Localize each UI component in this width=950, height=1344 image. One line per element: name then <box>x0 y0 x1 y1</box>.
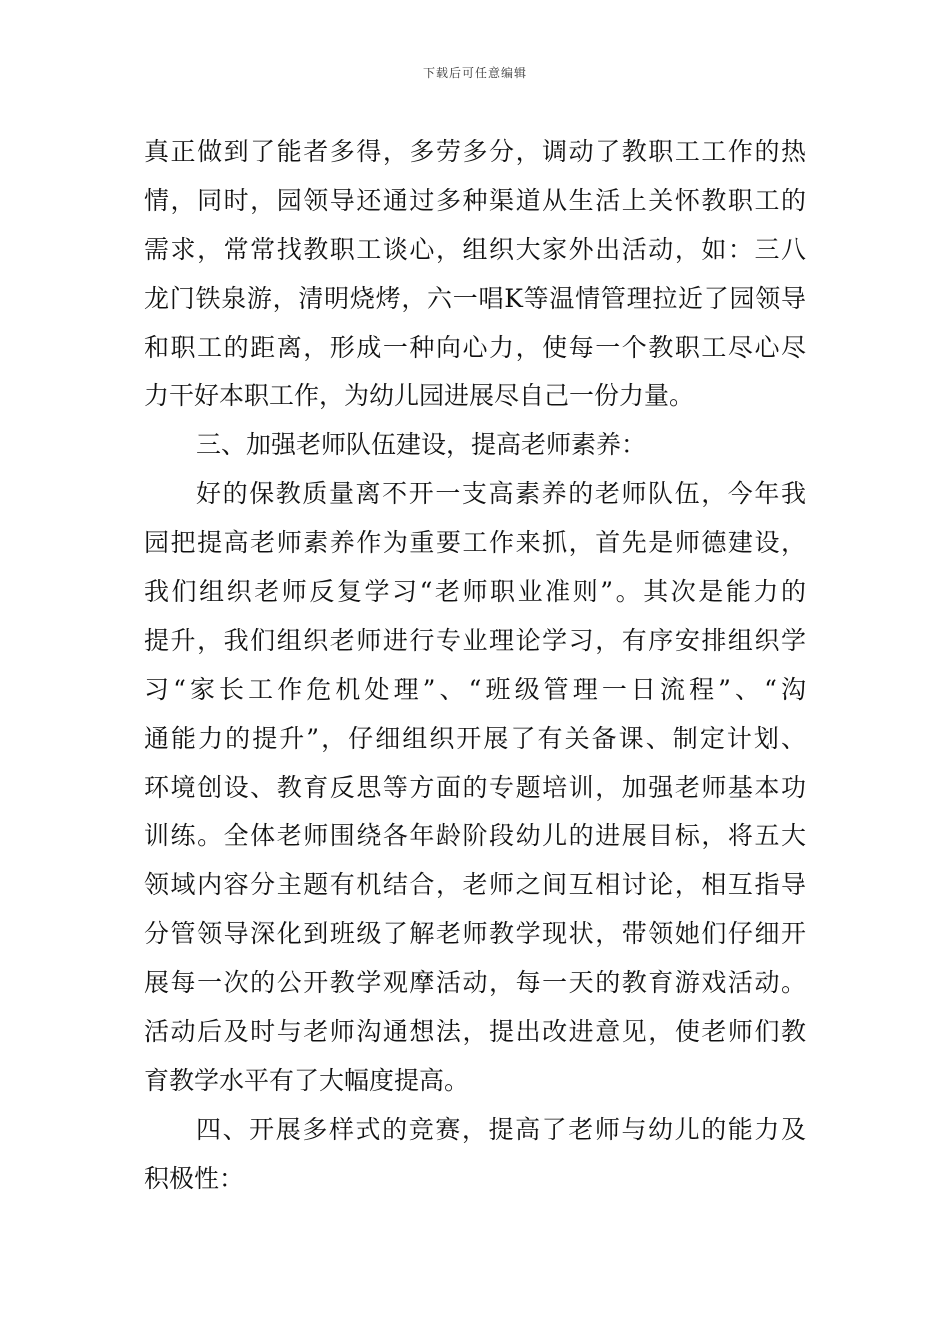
text-line: 展每一次的公开教学观摩活动，每一天的教育游戏活动。 <box>144 968 806 998</box>
text-line: 好的保教质量离不开一支高素养的老师队伍，今年我 <box>196 479 806 509</box>
header-note: 下载后可任意编辑 <box>422 66 527 80</box>
text-line: 领域内容分主题有机结合，老师之间互相讨论，相互指导 <box>144 870 806 900</box>
text-line: 情，同时，园领导还通过多种渠道从生活上关怀教职工的 <box>144 185 806 215</box>
text-line: 力干好本职工作，为幼儿园进展尽自己一份力量。 <box>144 381 695 411</box>
text-line: 训练。全体老师围绕各年龄阶段幼儿的进展目标，将五大 <box>144 821 806 851</box>
text-line: 育教学水平有了大幅度提高。 <box>144 1065 470 1095</box>
text-line: 我们组织老师反复学习“老师职业准则”。其次是能力的 <box>144 577 806 607</box>
text-line: 和职工的距离，形成一种向心力，使每一个教职工尽心尽 <box>144 332 806 362</box>
text-line: 提升，我们组织老师进行专业理论学习，有序安排组织学 <box>144 625 806 655</box>
text-line: 真正做到了能者多得，多劳多分，调动了教职工工作的热 <box>144 137 806 166</box>
text-line: 环境创设、教育反思等方面的专题培训，加强老师基本功 <box>144 772 806 802</box>
text-line: 分管领导深化到班级了解老师教学现状，带领她们仔细开 <box>144 919 806 949</box>
text-line: 通能力的提升”，仔细组织开展了有关备课、制定计划、 <box>144 723 806 753</box>
text-line: 园把提高老师素养作为重要工作来抓，首先是师德建设， <box>144 528 806 558</box>
section-heading: 三、加强老师队伍建设，提高老师素养： <box>196 430 647 460</box>
text-line: 需求，常常找教职工谈心，组织大家外出活动，如：三八 <box>144 234 806 264</box>
text-line: 活动后及时与老师沟通想法，提出改进意见，使老师们教 <box>144 1017 806 1047</box>
text-line: 习“家长工作危机处理”、“班级管理一日流程”、“沟 <box>144 674 806 704</box>
text-line: 龙门铁泉游，清明烧烤，六一唱K等温情管理拉近了园领导 <box>144 283 806 313</box>
document-body <box>144 128 806 1204</box>
section-heading: 四、开展多样式的竞赛，提高了老师与幼儿的能力及 <box>196 1114 806 1144</box>
text-line: 积极性： <box>144 1163 245 1193</box>
